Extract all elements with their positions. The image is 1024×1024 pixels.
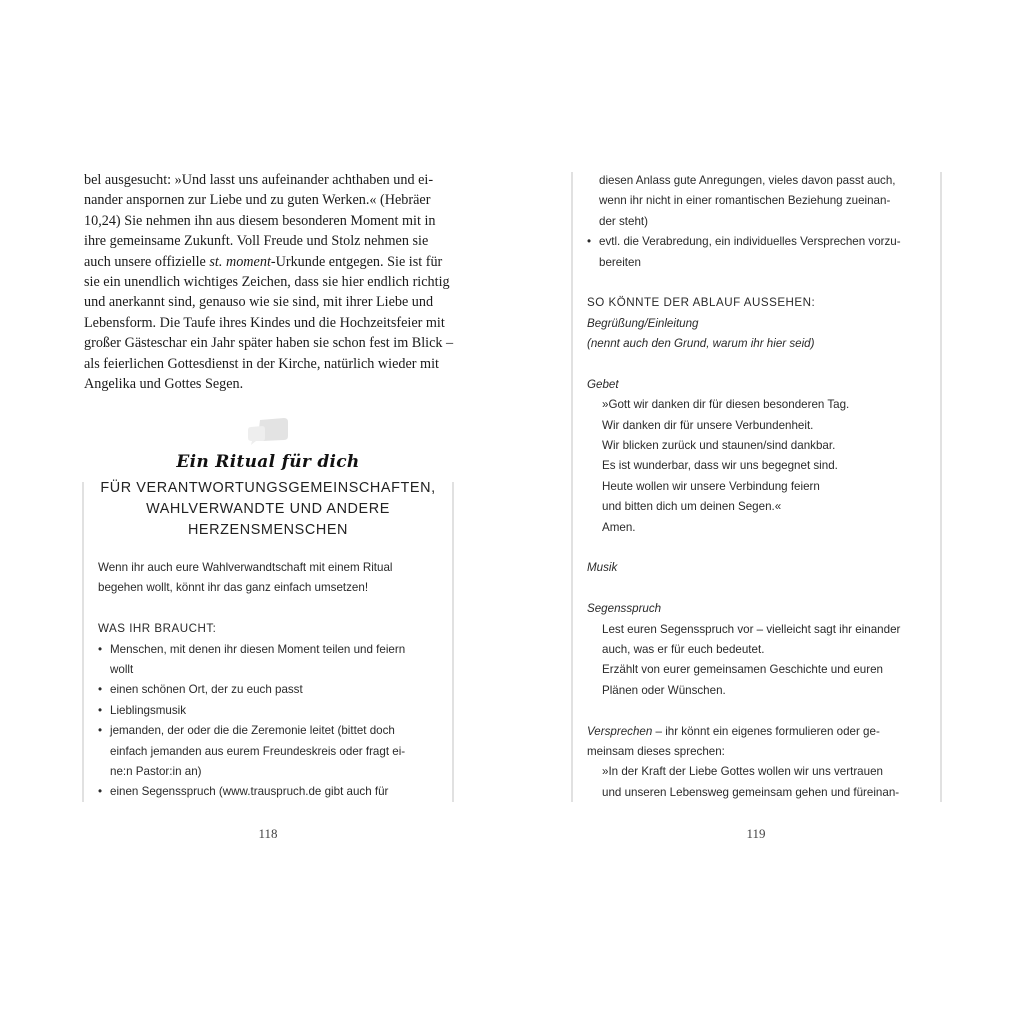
box-border-right <box>940 172 942 802</box>
greeting-note: (nennt auch den Grund, warum ihr hier seid) <box>587 337 815 351</box>
prayer-line: Heute wollen wir unsere Verbindung feiern <box>602 479 820 493</box>
ritual-title-line: WAHLVERWANDTE UND ANDERE <box>146 501 390 517</box>
prayer-line: »Gott wir danken dir für diesen besonderen Tag. <box>602 398 850 412</box>
blessing-line: Erzählt von eurer gemeinsamen Geschichte und euren <box>602 663 883 677</box>
page-number-right: 119 <box>746 826 766 841</box>
list-item: • jemanden, der oder die die Zeremonie leitet (bittet doch einfach jemanden aus eurem Freundeskreis oder fragt ei- ne:n Pastor:in an) <box>98 721 448 782</box>
box-border-right <box>452 482 454 802</box>
text-line: Angelika und Gottes Segen. <box>84 376 244 393</box>
intro-line: begehen wollt, könnt ihr das ganz einfach umsetzen! <box>98 581 369 595</box>
text-segment: -Urkunde entgegen. Sie ist für <box>270 253 443 270</box>
bullet-icon: • <box>98 785 103 799</box>
text-line: der steht) <box>599 214 648 228</box>
promise-line: und unseren Lebensweg gemeinsam gehen und füreinan- <box>602 785 900 799</box>
bullet-icon: • <box>98 642 103 656</box>
text-line: diesen Anlass gute Anregungen, vieles davon passt auch, <box>599 174 896 187</box>
ritual-box-content <box>98 558 448 803</box>
bullet-icon: • <box>98 724 103 738</box>
text-line: ihre gemeinsame Zukunft. Voll Freude und Stolz nehmen sie <box>84 233 429 250</box>
promise-intro: – ihr könnt ein eigenes formulieren oder ge- <box>652 724 880 738</box>
bullet-icon: • <box>98 683 103 697</box>
prayer-line: Wir danken dir für unsere Verbundenheit. <box>602 418 814 432</box>
list-item: • Menschen, mit denen ihr diesen Moment teilen und feiern wollt <box>98 640 448 681</box>
story-text <box>84 170 454 394</box>
list-item: • einen schönen Ort, der zu euch passt <box>98 680 448 700</box>
bullet-icon: • <box>98 703 103 717</box>
speech-bubble-icon <box>246 416 290 446</box>
intro-line: Wenn ihr auch eure Wahlverwandtschaft mit einem Ritual <box>98 561 393 574</box>
needs-heading: WAS IHR BRAUCHT: <box>98 622 217 636</box>
text-line: großer Gästeschar ein Jahr später haben sie schon fest im Blick – <box>84 335 454 352</box>
text-line: als feierlichen Gottesdienst in der Kirche, natürlich wieder mit <box>84 355 439 372</box>
blessing-line: Plänen oder Wünschen. <box>602 683 726 697</box>
greeting-label: Begrüßung/Einleitung <box>587 316 699 330</box>
list-item: • einen Segensspruch (www.trauspruch.de gibt auch für <box>98 782 448 802</box>
promise-label: Versprechen <box>587 724 653 738</box>
text-line <box>84 252 454 272</box>
prayer-line: Es ist wunderbar, dass wir uns begegnet sind. <box>602 459 838 473</box>
text-line: wenn ihr nicht in einer romantischen Beziehung zueinan- <box>599 194 891 208</box>
box-border-left <box>571 172 573 802</box>
text-line: bel ausgesucht: »Und lasst uns aufeinander achthaben und ei- <box>84 172 434 188</box>
promise-intro-line: meinsam dieses sprechen: <box>587 744 725 758</box>
ritual-box-content-continued <box>587 171 932 803</box>
brand-name: st. moment <box>209 253 271 270</box>
ritual-heading: Ein Ritual für dich <box>176 452 360 472</box>
ritual-title-line: HERZENSMENSCHEN <box>187 522 349 538</box>
prayer-line: und bitten dich um deinen Segen.« <box>602 500 782 514</box>
prayer-line: Wir blicken zurück und staunen/sind dankbar. <box>602 439 836 453</box>
page-number-left: 118 <box>258 826 278 841</box>
blessing-label: Segensspruch <box>587 602 662 616</box>
text-line: nander anspornen zur Liebe und zu guten Werken.« (Hebräer <box>84 192 431 209</box>
text-line: Lebensform. Die Taufe ihres Kindes und die Hochzeitsfeier mit <box>84 314 445 331</box>
blessing-line: auch, was er für euch bedeutet. <box>602 642 765 656</box>
ritual-title-line: FÜR VERANTWORTUNGSGEMEINSCHAFTEN, <box>100 480 436 496</box>
promise-line: »In der Kraft der Liebe Gottes wollen wir uns vertrauen <box>602 765 883 779</box>
blessing-line: Lest euren Segensspruch vor – vielleicht sagt ihr einander <box>602 622 901 636</box>
sequence-heading: SO KÖNNTE DER ABLAUF AUSSEHEN: <box>587 296 816 310</box>
text-line: 10,24) Sie nehmen ihn aus diesem besonderen Moment mit in <box>84 212 436 229</box>
text-line: sie ein unendlich wichtiges Zeichen, dass sie hier endlich richtig <box>84 274 450 291</box>
bullet-icon: • <box>587 235 592 249</box>
text-segment: auch unsere offizielle <box>84 253 210 270</box>
text-line: und anerkannt sind, genauso wie sie sind, mit ihrer Liebe und <box>84 294 434 311</box>
prayer-line: Amen. <box>602 520 636 534</box>
list-item: • evtl. die Verabredung, ein individuelles Versprechen vorzu- bereiten <box>587 232 932 273</box>
list-item: • Lieblingsmusik <box>98 701 448 721</box>
prayer-label: Gebet <box>587 377 619 391</box>
ritual-title <box>96 478 440 541</box>
music-label: Musik <box>587 561 618 575</box>
box-border-left <box>82 482 84 802</box>
